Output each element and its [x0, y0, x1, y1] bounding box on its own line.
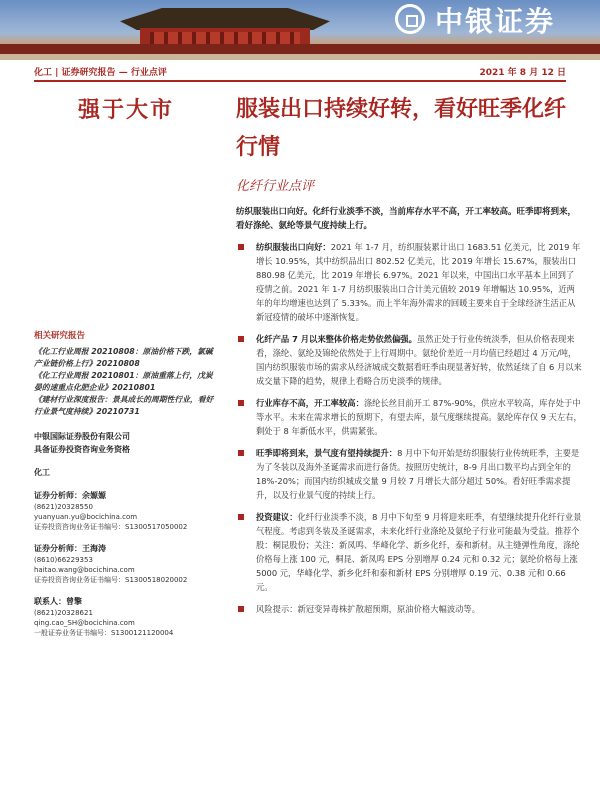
analyst-email[interactable]: qing.cao_SH@bocichina.com [34, 619, 135, 627]
key-point [236, 446, 582, 502]
boc-logo-text: 中银证券 [435, 5, 556, 38]
key-point-lead: 行业库存不高，开工率较高： [256, 398, 364, 408]
analyst-email[interactable]: yuanyuan.yu@bocichina.com [34, 513, 138, 521]
analyst-name: 证券分析师：王海涛 [34, 544, 106, 553]
palace-roof-graphic [120, 8, 330, 30]
analyst-card [34, 489, 220, 532]
organization-info [34, 430, 220, 456]
key-point-text: 虽然正处于行业传统淡季，但从价格表现来看，涤纶、氨纶及锦纶依然处于上行周期中。氨纶价差近一月均值已经超过 4 万元/吨，国内纺织服装市场的需求从经济城成交数据看旺季由现显著好转，依然延续了自 6 月以来成交量下降的趋势，规律上看略合历史淡季的规律。 [256, 334, 582, 386]
key-point-text: 化纤行业淡季不淡，8 月中下旬至 9 月将迎来旺季，有望继续提升化纤行业景气程度。考虑到冬装及圣诞需求，未来化纤行业涤纶及氨纶子行业可能最为受益。推荐个股：桐昆股份；关注：新凤鸣、华峰化学、新乡化纤，泰和新材。从主缝弹性角度，涤纶价格每上涨 100 元，桐昆、新凤鸣 EPS 分别增厚 0.24 元和 0.32 元；氨纶价格每上涨 5000 元，华峰化学、新乡化纤和泰和新材 EPS 分别增厚 0.19 元、0.38 元和 0.66 元。 [256, 512, 582, 592]
analyst-cert: 证券投资咨询业务证书编号：S1300517050002 [34, 523, 188, 531]
report-meta-bar [34, 62, 566, 78]
bullet-square-icon [238, 450, 244, 456]
header-banner [0, 0, 600, 60]
bullet-square-icon [238, 336, 244, 342]
key-point-lead: 纺织服装出口向好： [256, 242, 331, 252]
rating-label: 强于大市 [78, 97, 175, 123]
key-point-text: 2021 年 1-7 月，纺织服装累计出口 1683.51 亿美元，比 2019 年增长 10.95%，其中纺织品出口 802.52 亿美元，比 2019 年增长 15.67%，服装出口 880.98 亿美元，比 2019 年增长 6.97%。2021 年以来，中国出口水平基本上回到了疫情之前。2021 年 1-7 月纺织服装出口合计美元值较 2019 年增幅达 10.95%，近两年的年均增速也达到了 5.33%。而上半年海外需求的回暖主要来自于全球经济生活正从新冠疫情的破坏中逐渐恢复。 [256, 242, 581, 322]
palace-ground-graphic [0, 54, 600, 60]
key-point-lead: 投资建议： [256, 512, 298, 522]
related-report-link[interactable]: 《化工行业周报 20210808：原油价格下跌，氯碱产业链价格上行》20210808 [34, 347, 213, 368]
sidebar [34, 330, 220, 638]
key-point-text: 涤纶长丝目前开工 87%-90%，供应水平较高，库存处于中等水平。未来在需求增长的预期下，有望去库，景气度继续提高。氨纶库存仅 9 天左右，剩处于 8 年新低水平，供需紧张。 [256, 398, 582, 436]
key-point [236, 510, 582, 594]
analyst-cert: 一般证券业务证书编号：S1300121120004 [34, 629, 174, 637]
analyst-card [34, 595, 220, 638]
analyst-card [34, 542, 220, 585]
analyst-name: 证券分析师：余嫄嫄 [34, 491, 106, 500]
key-point-text: 风险提示：新冠变异毒株扩散超预期，原油价格大幅波动等。 [256, 604, 481, 614]
bullet-square-icon [238, 606, 244, 612]
organization-qualification: 具备证券投资咨询业务资格 [34, 445, 130, 454]
analyst-phone: (8621)20328550 [34, 503, 93, 511]
key-point [236, 396, 582, 438]
key-point-lead: 化纤产品 7 月以来整体价格走势依然偏强。 [256, 334, 417, 344]
analyst-cert: 证券投资咨询业务证书编号：S1300518020002 [34, 576, 188, 584]
report-subtitle: 化纤行业点评 [236, 179, 315, 194]
boc-logo [395, 0, 600, 38]
analyst-phone: (8610)66229353 [34, 556, 93, 564]
key-point [236, 332, 582, 388]
related-report-link[interactable]: 《建材行业深度报告：景具成长的周期性行业，看好行业景气度持续》20210731 [34, 395, 214, 416]
bullet-square-icon [238, 244, 244, 250]
bullet-square-icon [238, 400, 244, 406]
bullet-square-icon [238, 514, 244, 520]
key-point [236, 602, 582, 616]
report-summary: 纺织服装出口向好。化纤行业淡季不淡，当前库存水平不高，开工率较高。旺季即将到来，看好涤纶、氨纶等景气度持续上行。 [236, 207, 577, 231]
boc-logo-icon [395, 4, 425, 34]
key-point-lead: 旺季即将到来，景气度有望持续提升： [256, 448, 398, 458]
report-category: 化工 | 证券研究报告 — 行业点评 [34, 68, 167, 78]
analyst-phone: (8621)20328621 [34, 609, 93, 617]
analyst-email[interactable]: haitao.wang@bocichina.com [34, 566, 135, 574]
related-reports-title: 相关研究报告 [34, 331, 86, 341]
key-points [236, 240, 582, 624]
key-point [236, 240, 582, 324]
analyst-name: 联系人：曾擎 [34, 597, 82, 606]
sector-label: 化工 [34, 468, 50, 477]
report-date: 2021 年 8 月 12 日 [479, 68, 566, 78]
key-point-text: 8 月中下旬开始是纺织服装行业传统旺季，主要是为了冬装以及海外圣诞需求而进行备货。按照历史统计，8-9 月出口数平均占到全年的 18%-20%；而国内纺织城成交量 9 月较 7 月增长大部分超过 50%。看好旺季需求提升，以及行业景气度的持续上行。 [256, 448, 580, 500]
organization-name: 中银国际证券股份有限公司 [34, 432, 130, 441]
related-report-link[interactable]: 《化工行业周报 20210801：原油重落上行，戊炭晏的速重点化肥企业》20210801 [34, 371, 213, 392]
header-divider [34, 80, 566, 82]
report-title: 服装出口持续好转，看好旺季化纤行情 [236, 96, 567, 160]
